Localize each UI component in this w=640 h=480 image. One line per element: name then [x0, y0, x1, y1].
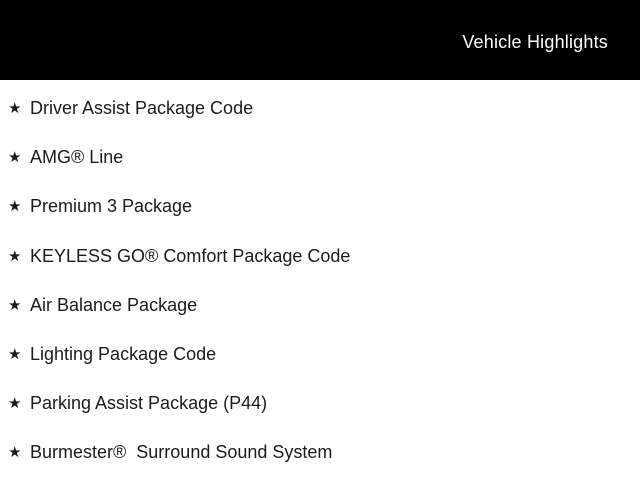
header-bar	[0, 0, 640, 80]
highlight-item	[8, 84, 640, 133]
star-icon: ★	[8, 346, 22, 364]
highlight-label: KEYLESS GO® Comfort Package Code	[30, 245, 351, 266]
star-icon: ★	[8, 296, 22, 314]
highlight-label: Premium 3 Package	[30, 196, 193, 217]
highlight-label: Parking Assist Package (P44)	[30, 393, 268, 414]
highlight-item	[8, 133, 640, 182]
star-icon: ★	[8, 247, 22, 265]
highlight-item	[8, 330, 640, 379]
highlight-item	[8, 379, 640, 428]
highlight-label: Burmester® Surround Sound System	[30, 442, 333, 463]
star-icon: ★	[8, 149, 22, 167]
highlight-item	[8, 428, 640, 477]
star-icon: ★	[8, 395, 22, 413]
highlight-label: Lighting Package Code	[30, 344, 217, 365]
highlight-item	[8, 281, 640, 330]
star-icon: ★	[8, 100, 22, 118]
star-icon: ★	[8, 198, 22, 216]
highlight-item	[8, 182, 640, 231]
highlights-list	[0, 80, 640, 478]
highlight-item	[8, 232, 640, 281]
star-icon: ★	[8, 444, 22, 462]
highlight-label: Driver Assist Package Code	[30, 98, 254, 119]
highlight-label: AMG® Line	[30, 147, 124, 168]
highlight-label: Air Balance Package	[30, 294, 198, 315]
page-title: Vehicle Highlights	[462, 31, 608, 52]
